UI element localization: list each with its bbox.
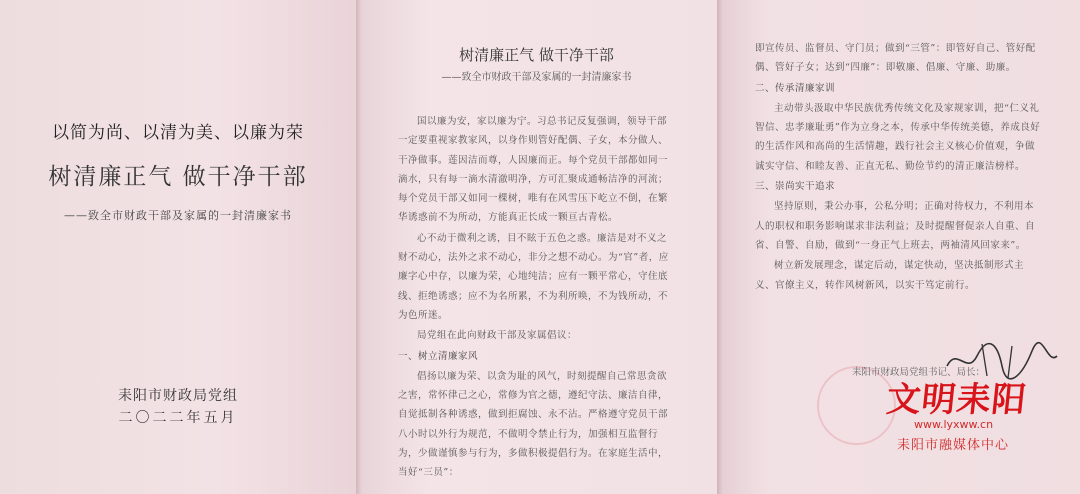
section-heading: 三、崇尚实干追求 [755, 181, 836, 193]
body-paragraph: 树立新发展理念，谋定后动，谋定快动，坚决抵制形式主义、官僚主义，转作风树新风，以实干笃定前行。 [755, 260, 1025, 291]
body-paragraph: 坚持原则，秉公办事，公私分明；正确对待权力，不利用本人的职权和职务影响谋求非法利益；及时提醒督促亲人自重、自省、自警、自励，做到“一身正气上班去，两袖清风回家来”。 [755, 201, 1036, 251]
body-paragraph: 国以廉为安，家以廉为宁。习总书记反复强调，领导干部一定要重视家教家风，以身作则管好配偶、子女，本分做人、干净做事。莲因洁而尊，人因廉而正。每个党员干部都如同一滴水，只有每一滴水清澈明净，方可汇聚成通畅洁净的河流；每个党员干部又如同一棵树，唯有在风雪压下屹立不倒，在繁华诱惑前不为所动，方能真正长成一颗亘古青松。 [398, 116, 669, 224]
letter-subtitle: ——致全市财政干部及家属的一封清廉家书 [441, 72, 632, 83]
letter-panel-left [356, 0, 717, 494]
cover-org: 耒阳市财政局党组 [118, 388, 238, 404]
letter-panel-right [717, 0, 1080, 494]
cover-panel [0, 0, 356, 494]
signature-label: 耒阳市财政局党组书记、局长： [852, 367, 986, 378]
fold-shadow [717, 0, 723, 494]
letter-body-column-1 [398, 112, 676, 484]
body-paragraph: 主动带头汲取中华民族优秀传统文化及家规家训，把“仁义礼智信、忠孝廉耻勇”作为立身之本，传承中华传统美德，养成良好的生活作风和高尚的生活情趣，践行社会主义核心价值观，争做诚实守信、和睦友善、正直无私、勤俭节约的清正廉洁榜样。 [755, 102, 1041, 172]
body-paragraph: 局党组在此向财政干部及家属倡议： [417, 330, 578, 342]
section-heading: 一、树立清廉家风 [398, 350, 479, 362]
body-paragraph: 倡扬以廉为荣、以贪为耻的风气，时刻提醒自己常思贪欲之害，常怀律己之心，常修为官之德，遵纪守法、廉洁自律，自觉抵制各种诱惑，做到拒腐蚀、永不沾。严格遵守党员干部八小时以外行为规范，不做明令禁止行为，加强相互监督行为，少做谨慎参与行为，多做积极提倡行为。在家庭生活中，当好“三员”： [398, 370, 669, 479]
watermark-org: 耒阳市融媒体中心 [897, 438, 1010, 453]
cover-date: 二〇二二年五月 [118, 410, 238, 426]
section-heading: 二、传承清廉家训 [755, 82, 836, 94]
letter-body-column-2 [755, 39, 1043, 296]
watermark-url: www.lyxww.cn [914, 418, 994, 431]
cover-title: 树清廉正气 做干净干部 [48, 164, 308, 190]
letter-title: 树清廉正气 做干净干部 [459, 46, 614, 64]
body-paragraph: 心不动于微利之诱，目不眩于五色之惑。廉洁是对不义之财不动心，法外之求不动心，非分之想不动心。为“官”者，应廉字心中存，以廉为荣，心地纯洁；应有一颗平常心，守住底线、拒绝诱惑；应不为名所累，不为利所唤，不为钱所动，不为色所迷。 [398, 232, 669, 321]
body-paragraph: 即宣传员、监督员、守门员；做到“三管”：即管好自己、管好配偶、管好子女；达到“四廉”：即敬廉、倡廉、守廉、助廉。 [755, 43, 1036, 74]
watermark-logo: 文明耒阳 [884, 380, 1029, 420]
cover-motto: 以简为尚、以清为美、以廉为荣 [52, 123, 304, 143]
cover-subtitle: ——致全市财政干部及家属的一封清廉家书 [64, 209, 292, 222]
